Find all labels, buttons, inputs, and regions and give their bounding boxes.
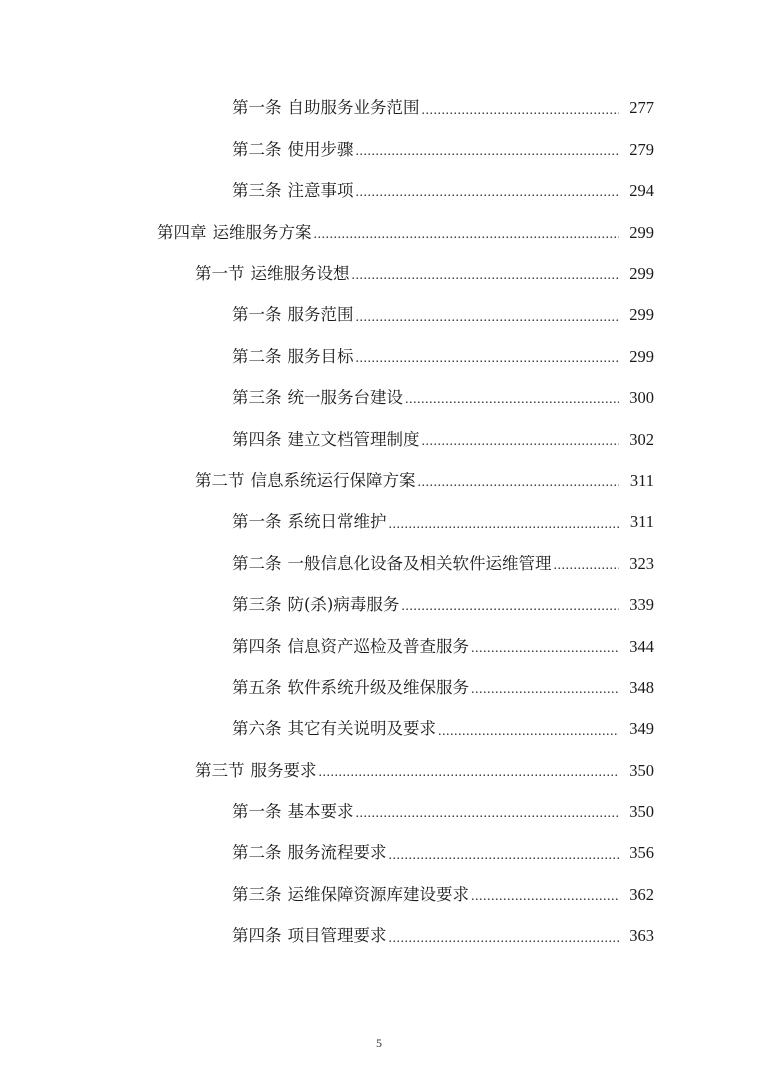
toc-entry-label <box>195 470 416 490</box>
toc-entry-page: 350 <box>629 802 654 822</box>
toc-entry[interactable] <box>0 171 758 212</box>
page-number: 5 <box>376 1036 382 1050</box>
toc-entry-title: 信息资产巡检及普查服务 <box>287 636 469 656</box>
toc-entry[interactable] <box>0 378 758 419</box>
toc-entry-number: 第四章 <box>157 222 207 242</box>
toc-entry-label <box>232 307 354 324</box>
toc-entry-page: 299 <box>629 346 654 366</box>
toc-entry-title: 项目管理要求 <box>287 926 387 946</box>
toc-entry[interactable] <box>0 585 758 626</box>
dot-leader <box>319 763 620 779</box>
toc-entry-label <box>232 636 469 656</box>
toc-entry-label <box>232 139 354 159</box>
toc-entry-label <box>232 677 469 697</box>
toc-entry-page: 302 <box>629 429 654 449</box>
toc-entry-title: 服务流程要求 <box>287 843 387 863</box>
dot-leader <box>314 225 620 241</box>
toc-entry-title: 软件系统升级及维保服务 <box>287 677 469 697</box>
toc-entry-page: 299 <box>629 222 654 242</box>
toc-entry-number: 第一条 <box>232 305 282 325</box>
dot-leader <box>405 390 619 406</box>
toc-entry-label <box>232 429 420 449</box>
toc-entry-chapter[interactable] <box>0 212 758 253</box>
toc-entry-label <box>232 346 354 366</box>
toc-entry-page: 294 <box>629 181 654 201</box>
dot-leader <box>422 432 620 448</box>
toc-entry-page: 344 <box>629 636 654 656</box>
toc-entry-number: 第四条 <box>232 636 282 656</box>
dot-leader <box>554 556 620 572</box>
toc-entry-title: 使用步骤 <box>287 139 354 159</box>
toc-entry-number: 第一条 <box>232 98 282 118</box>
toc-entry-label <box>232 183 354 200</box>
toc-entry-label <box>232 514 387 531</box>
toc-entry-page: 339 <box>629 595 654 615</box>
dot-leader <box>389 929 620 945</box>
toc-entry-number: 第三条 <box>232 181 282 201</box>
toc-entry[interactable] <box>0 792 758 833</box>
toc-entry-title: 运维服务设想 <box>250 264 350 283</box>
toc-entry-title: 注意事项 <box>287 181 354 201</box>
toc-entry-section[interactable] <box>0 461 758 502</box>
toc-entry-number: 第二条 <box>232 843 282 863</box>
toc-entry-label <box>195 266 350 283</box>
toc-entry-page: 299 <box>629 305 654 325</box>
toc-entry-title: 防(杀)病毒服务 <box>287 595 400 615</box>
toc-entry-page: 349 <box>629 719 654 739</box>
toc-entry[interactable] <box>0 88 758 129</box>
dot-leader <box>422 101 620 117</box>
toc-entry-number: 第二节 <box>195 470 245 490</box>
toc-entry-page: 363 <box>629 926 654 946</box>
toc-entry-page: 299 <box>629 264 654 283</box>
dot-leader <box>471 887 619 903</box>
toc-entry[interactable] <box>0 502 758 543</box>
toc-entry-title: 运维服务方案 <box>212 222 312 242</box>
toc-entry-page: 350 <box>629 760 654 780</box>
toc-entry-title: 一般信息化设备及相关软件运维管理 <box>287 553 552 573</box>
toc-entry-number: 第一条 <box>232 802 282 822</box>
toc-entry-title: 信息系统运行保障方案 <box>250 470 416 490</box>
toc-entry[interactable] <box>0 419 758 460</box>
dot-leader <box>356 142 620 158</box>
dot-leader <box>471 639 619 655</box>
toc-entry-title: 服务要求 <box>250 760 317 780</box>
toc-entry-label <box>232 928 387 945</box>
toc-entry-label <box>232 884 469 904</box>
toc-entry-label <box>232 597 399 614</box>
toc-entry-label <box>232 721 436 738</box>
toc-entry[interactable] <box>0 626 758 667</box>
toc-entry-page: 323 <box>629 553 654 573</box>
dot-leader <box>389 515 620 531</box>
toc-entry-label <box>157 222 312 242</box>
toc-entry-label <box>232 804 354 821</box>
dot-leader <box>356 349 620 365</box>
toc-entry-page: 348 <box>629 677 654 697</box>
toc-entry-number: 第六条 <box>232 719 282 739</box>
toc-entry-label <box>232 390 403 407</box>
toc-entry-label <box>232 100 420 117</box>
toc-entry-title: 运维保障资源库建设要求 <box>287 884 469 904</box>
toc-entry-label <box>232 845 387 862</box>
toc-entry-number: 第三节 <box>195 760 245 780</box>
dot-leader <box>356 804 620 820</box>
toc-entry-title: 系统日常维护 <box>287 512 387 532</box>
toc-entry-title: 服务范围 <box>287 305 354 325</box>
toc-entry[interactable] <box>0 295 758 336</box>
toc-entry[interactable] <box>0 667 758 708</box>
toc-entry-number: 第三条 <box>232 388 282 408</box>
dot-leader <box>401 597 619 613</box>
dot-leader <box>356 183 620 199</box>
toc-entry-number: 第三条 <box>232 595 282 615</box>
toc-entry-page: 300 <box>629 388 654 408</box>
dot-leader <box>471 680 619 696</box>
toc-entry-section[interactable] <box>0 254 758 295</box>
toc-entry-number: 第四条 <box>232 429 282 449</box>
toc-entry-title: 基本要求 <box>287 802 354 822</box>
toc-entry-title: 自助服务业务范围 <box>287 98 420 118</box>
toc-entry-page: 356 <box>629 843 654 863</box>
table-of-contents <box>0 88 758 957</box>
dot-leader <box>389 846 620 862</box>
toc-entry-label <box>195 760 317 780</box>
toc-entry-number: 第二条 <box>232 553 282 573</box>
toc-entry-page: 311 <box>629 470 654 490</box>
toc-entry-number: 第三条 <box>232 884 282 904</box>
toc-entry-number: 第四条 <box>232 926 282 946</box>
toc-entry-title: 其它有关说明及要求 <box>287 719 436 739</box>
toc-entry-number: 第一条 <box>232 512 282 532</box>
toc-entry[interactable] <box>0 543 758 584</box>
toc-entry[interactable] <box>0 709 758 750</box>
dot-leader <box>356 308 620 324</box>
dot-leader <box>438 722 619 738</box>
toc-entry[interactable] <box>0 874 758 915</box>
toc-entry-title: 统一服务台建设 <box>287 388 403 408</box>
dot-leader <box>352 266 620 282</box>
toc-entry[interactable] <box>0 129 758 170</box>
toc-entry[interactable] <box>0 336 758 377</box>
toc-entry-number: 第二条 <box>232 346 282 366</box>
toc-entry-number: 第二条 <box>232 139 282 159</box>
toc-entry-label <box>232 553 552 573</box>
toc-entry[interactable] <box>0 916 758 957</box>
toc-entry-page: 279 <box>629 139 654 159</box>
toc-entry[interactable] <box>0 833 758 874</box>
toc-entry-page: 362 <box>629 884 654 904</box>
toc-entry-page: 277 <box>629 98 654 118</box>
toc-entry-section[interactable] <box>0 750 758 791</box>
toc-entry-page: 311 <box>629 512 654 532</box>
toc-entry-number: 第五条 <box>232 677 282 697</box>
toc-entry-number: 第一节 <box>195 264 245 283</box>
toc-entry-title: 服务目标 <box>287 346 354 366</box>
dot-leader <box>418 473 620 489</box>
toc-entry-title: 建立文档管理制度 <box>287 429 420 449</box>
